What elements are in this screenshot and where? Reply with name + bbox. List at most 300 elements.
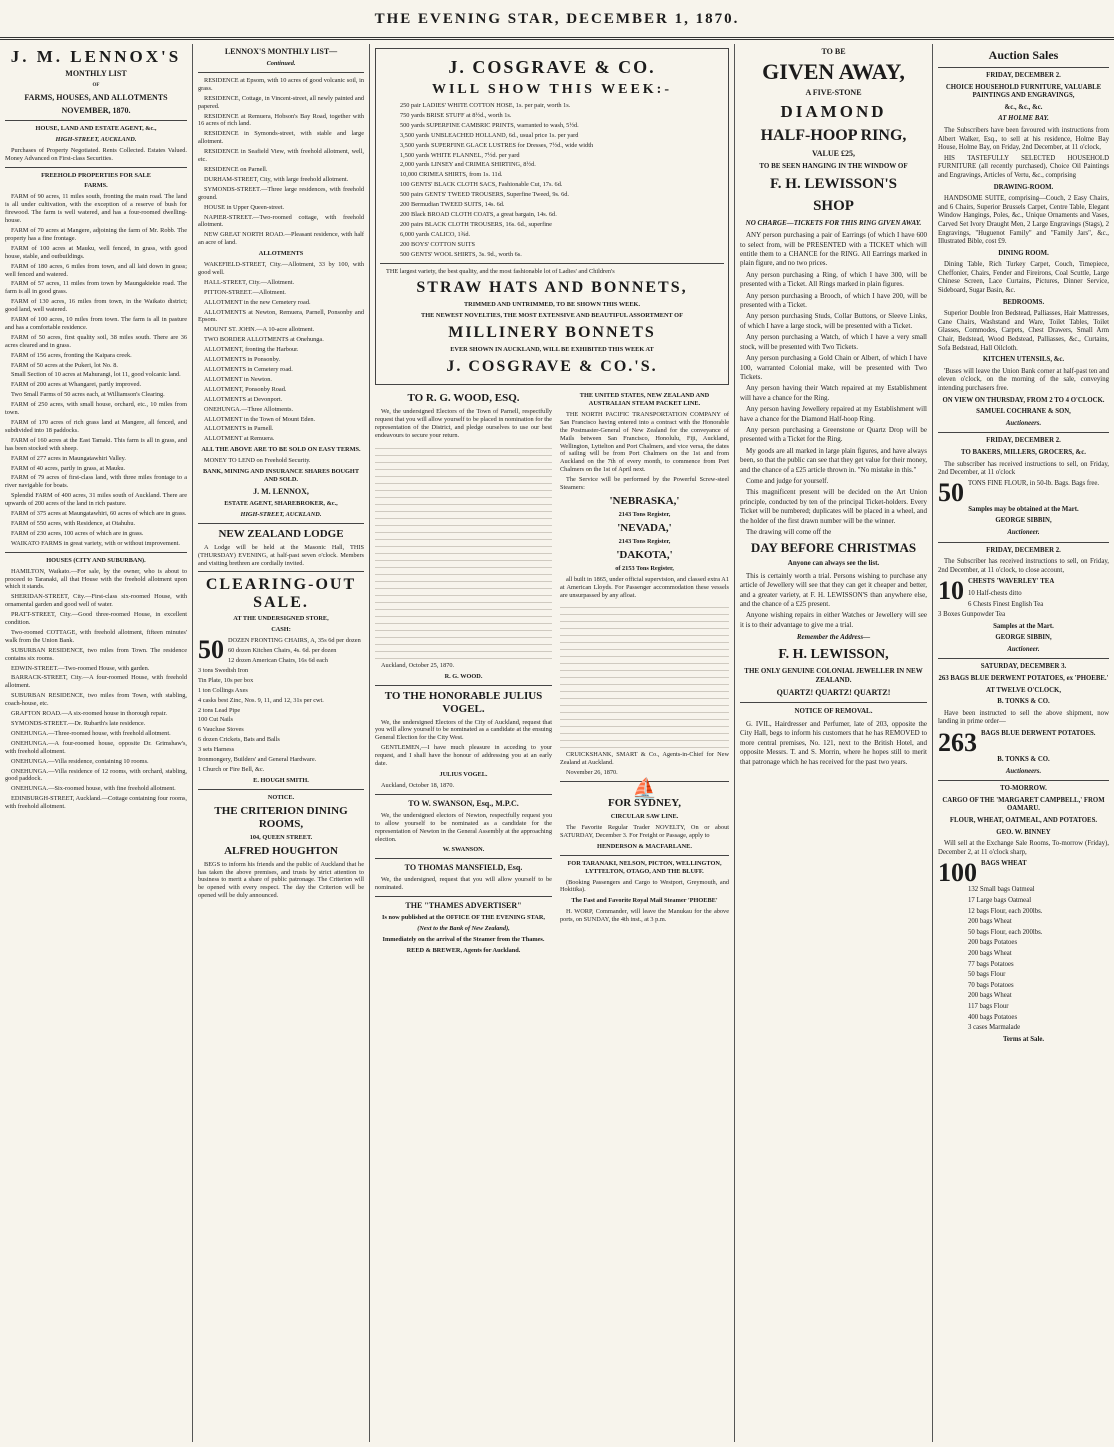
clearing-item: Ironmongery, Builders' and General Hardware. bbox=[198, 756, 317, 764]
cosgrave-item: 10,000 CRIMEA SHIRTS, from 1s. 11d. bbox=[400, 171, 503, 179]
tons-nevada: 2143 Tons Register, bbox=[618, 537, 671, 545]
samples-note: Samples may be obtained at the Mart. bbox=[968, 505, 1079, 513]
saturday-heading: SATURDAY, DECEMBER 3. bbox=[980, 663, 1067, 671]
divider bbox=[938, 67, 1109, 68]
house-entry: BARRACK-STREET, City.—A four-roomed House, with freehold allotment. bbox=[5, 674, 187, 690]
residence-entry: RESIDENCE on Parnell. bbox=[204, 165, 268, 173]
tomorrow-heading: TO-MORROW. bbox=[1000, 785, 1047, 793]
lennox2-sig-name: J. M. LENNOX, bbox=[253, 486, 309, 496]
allotment-entry: ALLOTMENT, fronting the Harbour. bbox=[204, 346, 299, 354]
house-entry: EDWIN-STREET.—Two-roomed House, with garden. bbox=[11, 664, 150, 672]
farm-entry: FARM of 100 acres at Mauku, well fenced, in grass, with good house, stable, and outbuildings. bbox=[5, 244, 187, 260]
clearing-item: 6 dozen Crickets, Bats and Balls bbox=[198, 736, 280, 744]
clearing-item: 3 sets Harness bbox=[198, 746, 235, 754]
value: VALUE £25, bbox=[812, 149, 855, 159]
auction-p8: The Subscriber has received instructions to sell, on Friday, 2nd December, at 11 o'clock, to close account, bbox=[938, 558, 1109, 574]
clearing-item: DOZEN FRONTING CHAIRS, A, 35s 6d per dozen bbox=[228, 637, 361, 645]
wheat-heading: BAGS WHEAT bbox=[981, 860, 1027, 868]
tobe: TO BE bbox=[821, 47, 846, 56]
residence-entry: RESIDENCE at Epsom, with 10 acres of good volcanic soil, in grass. bbox=[198, 76, 364, 92]
on-view: ON VIEW ON THURSDAY, FROM 2 TO 4 O'CLOCK. bbox=[942, 396, 1105, 404]
lewisson-paragraph: The drawing will come off the bbox=[746, 528, 832, 536]
sydney-body: The Favorite Regular Trader NOVELTY, On or about SATURDAY, December 3. For Freight or Passage, apply to bbox=[559, 823, 729, 839]
cosgrave-item: 3,500 yards SUPERFINE GLACE LUSTRES for Dresses, 7½d., wide width bbox=[400, 141, 594, 149]
clearing-item: 60 dozen Kitchen Chairs, 4s. 6d. per dozen bbox=[228, 647, 337, 655]
cosgrave-item: 100 GENTS' BLACK CLOTH SACS, Fashionable Cut, 17s. 6d. bbox=[400, 181, 563, 189]
house-entry: SUBURBAN RESIDENCE, two miles from Town, with stabling, coach-house, etc. bbox=[5, 692, 187, 708]
divider bbox=[938, 542, 1109, 543]
novelties: THE NEWEST NOVELTIES, THE MOST EXTENSIVE AND BEAUTIFUL ASSORTMENT OF bbox=[421, 312, 683, 320]
wheat-item: 200 bags Potatoes bbox=[968, 939, 1018, 947]
sydney-signature: HENDERSON & MACFARLANE. bbox=[597, 842, 692, 850]
lewisson-paragraph: This magnificent present will be decided on the Art Union principle, conducted by ten of the principal Ticket-holders. Every Ticket will be numbered; duplicates will be placed in a wheel, and the holder of the first drawn number will be the winner. bbox=[740, 488, 927, 525]
flourwheat-heading: FLOUR, WHEAT, OATMEAL, AND POTATOES. bbox=[949, 817, 1098, 824]
cochrane-role: Auctioneers. bbox=[1005, 419, 1042, 427]
wheat-item: 70 bags Potatoes bbox=[968, 981, 1014, 989]
cosgrave-ad bbox=[375, 48, 729, 385]
lodge-heading: NEW ZEALAND LODGE bbox=[218, 527, 344, 540]
residence-entry: SYMONDS-STREET.—Three large residences, with freehold ground. bbox=[198, 185, 364, 201]
residence-entry: DURHAM-STREET, City, with large freehold allotment. bbox=[204, 175, 349, 183]
taranaki-heading: FOR TARANAKI, NELSON, PICTON, WELLINGTON, LYTTELTON, OTAGO, AND THE BLUFF. bbox=[567, 859, 722, 875]
sibbin2-name: GEORGE SIBBIN, bbox=[995, 634, 1052, 642]
bedrooms: BEDROOMS. bbox=[1002, 298, 1045, 306]
wheat-item: 77 bags Potatoes bbox=[968, 960, 1014, 968]
cosgrave-item: 500 GENTS' WOOL SHIRTS, 3s. 9d., worth 6s. bbox=[400, 250, 522, 258]
lewisson-paragraph: Come and judge for yourself. bbox=[746, 476, 829, 485]
divider bbox=[198, 523, 364, 524]
trial-note: This is certainly worth a trial. Persons wishing to purchase any article of Jewellery will see that they can get it cheaper and better, and a greater variety, at F. H. LEWISSON'S than anywhere else, and the chance of a £25 present. bbox=[740, 571, 927, 609]
criterion-heading: THE CRITERION DINING ROOMS, bbox=[214, 804, 348, 830]
residence-entry: RESIDENCE in Symonds-street, with stable and large allotment. bbox=[198, 130, 364, 146]
divider bbox=[198, 571, 364, 572]
sydney-sub: CIRCULAR SAW LINE. bbox=[610, 813, 679, 821]
divider bbox=[375, 896, 552, 897]
vogel-body: We, the undersigned Electors of the City of Auckland, request that you will allow yourself to be nominated as a candidate at the ensuing General Election for the City West. bbox=[375, 718, 552, 742]
quartz: QUARTZ! QUARTZ! QUARTZ! bbox=[776, 688, 891, 698]
cosgrave-list bbox=[380, 102, 724, 259]
alfred-heading: ALFRED HOUGHTON bbox=[224, 844, 338, 857]
allotment-entry: PITTON-STREET.—Allotment. bbox=[204, 288, 286, 296]
lewisson-paragraph: My goods are all marked in large plain figures, and have always been, so that the public can see that they get value for their money, and the chance of a £25 article thrown in. "No mistake in this." bbox=[740, 446, 927, 474]
ship-icon: ⛵ bbox=[632, 778, 657, 801]
electors-names-block bbox=[375, 442, 552, 662]
clearing-item: 12 dozen American Chairs, 16s 6d each bbox=[228, 657, 328, 665]
lennox-subtitle: MONTHLY LIST bbox=[65, 69, 127, 78]
wheat-item: 50 bags Flour bbox=[968, 971, 1006, 979]
lewisson-paragraphs bbox=[740, 231, 927, 537]
cosgrave-item: 200 Bermudian TWEED SUITS, 14s. 6d. bbox=[400, 201, 505, 209]
allotment-entry: ALLOTMENT, Ponsonby Road. bbox=[204, 385, 287, 393]
vogel-reply: GENTLEMEN,—I have much pleasure in acceding to your request, and I shall have the honour of addressing you at an early date. bbox=[375, 744, 552, 768]
auction-p6: 'Buses will leave the Union Bank corner at half-past ten and eleven o'clock, on the morning of the sale, conveying intending purchasers free. bbox=[938, 367, 1109, 392]
allotment-entry: HALL-STREET, City.—Allotment. bbox=[204, 278, 295, 286]
lennox2-sig-line: ESTATE AGENT, SHAREBROKER, &c., bbox=[224, 499, 338, 507]
lennox-of: OF bbox=[92, 83, 100, 88]
lennox-heading: FARMS, HOUSES, AND ALLOTMENTS bbox=[24, 92, 168, 102]
wood-signature: R. G. WOOD. bbox=[444, 672, 483, 680]
cosgrave-item: 200 Black BROAD CLOTH COATS, a great bargain, 14s. 6d. bbox=[400, 210, 557, 218]
sibbin-name: GEORGE SIBBIN, bbox=[995, 517, 1052, 525]
lennox2-sig-street: HIGH-STREET, AUCKLAND. bbox=[240, 510, 322, 518]
wheat-number: 100 bbox=[938, 858, 977, 888]
column-lewisson bbox=[735, 44, 932, 1442]
hats-heading: STRAW HATS AND BONNETS, bbox=[416, 279, 688, 297]
farm-entry: FARM of 200 acres at Whangarei, partly improved. bbox=[11, 381, 142, 389]
wheat-item: 400 bags Potatoes bbox=[968, 1013, 1018, 1021]
shop-name: F. H. LEWISSON'S bbox=[770, 175, 897, 192]
twelve-oclock: AT TWELVE O'CLOCK, bbox=[985, 686, 1062, 694]
wood-date: Auckland, October 25, 1870. bbox=[381, 661, 455, 669]
drawing-room: DRAWING-ROOM. bbox=[993, 183, 1054, 191]
dining-room: DINING ROOM. bbox=[998, 249, 1049, 257]
tons-nebraska: 2143 Tons Register, bbox=[618, 511, 671, 518]
friday2-heading: FRIDAY, DECEMBER 2. bbox=[986, 437, 1061, 445]
houses-heading: HOUSES (CITY AND SUBURBAN). bbox=[46, 556, 146, 564]
lewisson-paragraph: Any person purchasing a Brooch, of which I have 200, will be presented with a Ticket. bbox=[740, 291, 927, 310]
swanson-heading: TO W. SWANSON, Esq., M.P.C. bbox=[408, 798, 519, 808]
diamond: DIAMOND bbox=[780, 102, 887, 122]
divider bbox=[5, 552, 187, 553]
farm-entry: FARM of 250 acres, with small house, orchard, etc., 10 miles from town. bbox=[5, 401, 187, 417]
wood-heading: TO R. G. WOOD, ESQ. bbox=[407, 392, 520, 405]
clearing-item: 3 tons Swedish Iron bbox=[198, 666, 249, 674]
cosgrave-item: 1,500 yards WHITE FLANNEL, 7½d. per yard bbox=[400, 151, 520, 159]
farm-entry: FARM of 90 acres, 11 miles south, fronting the main road. The land is all under cultivation, with the exception of a reserve of bush for firewood. The farm is well watered, and has a four-roomed dwelling-house. bbox=[5, 193, 187, 225]
friday-heading: FRIDAY, DECEMBER 2. bbox=[986, 72, 1061, 79]
farm-entry: FARM of 375 acres at Maungatawhiri, 60 acres of which are in grass. bbox=[11, 510, 187, 518]
farm-entry: FARM of 57 acres, 11 miles from town by Maungakiekie road. The farm is all in good grass. bbox=[5, 280, 187, 296]
residence-list bbox=[198, 77, 364, 247]
hats-intro: THE largest variety, the best quality, and the most fashionable lot of Ladies' and Children's bbox=[386, 267, 615, 275]
sibbin-role: Auctioneer. bbox=[1007, 528, 1040, 536]
clearing-signature: E. HOUGH SMITH. bbox=[253, 776, 309, 784]
auction-p10: Will sell at the Exchange Sale Rooms, To-morrow (Friday), December 2, at 11 o'clock sharp, bbox=[938, 840, 1109, 856]
house-entry: ONEHUNGA.—Six-roomed house, with fine freehold allotment. bbox=[11, 785, 176, 793]
residence-entry: RESIDENCE at Remuera, Hobson's Bay Road, together with 16 acres of rich land. bbox=[198, 112, 364, 128]
shop-label: SHOP bbox=[813, 197, 854, 214]
allotment-entry: ALLOTMENTS at Newton, Remuera, Parnell, Ponsonby and Epsom. bbox=[198, 308, 364, 324]
auction-p1: The Subscribers have been favoured with instructions from Albert Walker, Esq., to sell at his residence, Holme Bay House, Holme Bay, on Friday, 2nd December, at 11 o'clock, bbox=[938, 126, 1109, 152]
house-list bbox=[5, 568, 187, 811]
auction-p7: The subscriber has received instructions to sell, on Friday, 2nd December, at 11 o'clock bbox=[938, 460, 1109, 477]
tea-item: 10 Half-chests ditto bbox=[968, 589, 1022, 597]
house-entry: EDINBURGH-STREET, Auckland.—Cottage containing four rooms, with freehold allotment. bbox=[5, 795, 187, 811]
divider bbox=[198, 72, 364, 73]
column-lennox-list bbox=[0, 44, 192, 1442]
farm-entry: FARM of 50 acres at the Pukeri, lot No. 8. bbox=[11, 361, 118, 369]
allotments-heading: ALLOTMENTS bbox=[258, 250, 304, 258]
clearing-heading: CLEARING-OUT SALE. bbox=[205, 576, 357, 612]
divider bbox=[198, 789, 364, 790]
divider bbox=[560, 855, 729, 856]
cargo-heading: CARGO OF THE 'MARGARET CAMPBELL,' FROM OAMARU. bbox=[942, 796, 1105, 813]
day-before: DAY BEFORE CHRISTMAS bbox=[750, 540, 917, 556]
cosgrave-item: 3,500 yards UNBLEACHED HOLLAND, 6d., usual price 1s. per yard bbox=[400, 131, 579, 139]
shipping-column bbox=[560, 389, 729, 958]
column-cosgrave bbox=[370, 44, 734, 1442]
lewisson-paragraph: Any person purchasing a Greenstone or Quartz Drop will be presented with a Ticket for the Ring. bbox=[740, 425, 927, 444]
allotment-entry: ALLOTMENT at Remuera. bbox=[204, 435, 275, 443]
wheat-item: 200 bags Wheat bbox=[968, 992, 1012, 1000]
residence-entry: HOUSE in Upper Queen-street. bbox=[204, 203, 285, 211]
divider bbox=[375, 794, 552, 795]
lennox2-continued: Continued. bbox=[266, 60, 296, 67]
wheat-item: 12 bags Flour, each 200lbs. bbox=[968, 907, 1043, 915]
tonks-name: B. TONKS & CO. bbox=[997, 698, 1050, 706]
tons-dakota: of 2153 Tons Register, bbox=[615, 564, 674, 572]
choice-heading: CHOICE HOUSEHOLD FURNITURE, VALUABLE PAINTINGS AND ENGRAVINGS, bbox=[945, 83, 1102, 100]
clearing-item: 1 Church or Fire Bell, &c. bbox=[198, 766, 265, 773]
wheat-item: 3 cases Marmalade bbox=[968, 1024, 1021, 1032]
allotment-entry: ALLOTMENT in Newton. bbox=[204, 375, 272, 383]
divider bbox=[938, 658, 1109, 659]
ship-dakota: 'DAKOTA,' bbox=[616, 548, 673, 561]
residence-entry: NAPIER-STREET.—Two-roomed cottage, with freehold allotment. bbox=[198, 213, 364, 229]
electors-column bbox=[375, 389, 552, 958]
house-entry: ONEHUNGA.—Three-roomed house, with freehold allotment. bbox=[11, 729, 171, 737]
farm-entry: FARM of 550 acres, with Residence, at Otahuhu. bbox=[11, 519, 136, 527]
clearing-item: 6 Vaucluse Stoves bbox=[198, 726, 244, 734]
allotment-entry: ALLOTMENTS in Cemetery road. bbox=[204, 366, 293, 373]
wheat-item: 17 Large bags Oatmeal bbox=[968, 896, 1032, 904]
lewisson-paragraph: Any person having Jewellery repaired at my Establishment will have a chance for the Diamond Half-hoop Ring. bbox=[740, 405, 927, 423]
farm-entry: Splendid FARM of 400 acres, 31 miles south of Auckland. There are upwards of 200 acres of the land in rich pasture. bbox=[5, 492, 187, 508]
house-entry: GRAFTON ROAD.—A six-roomed house in thorough repair. bbox=[11, 710, 167, 718]
column-lennox-continued bbox=[193, 44, 369, 1442]
tea-number: 10 bbox=[938, 576, 964, 606]
anyone-note: Anyone can always see the list. bbox=[787, 559, 880, 568]
allotment-entry: TWO BORDER ALLOTMENTS at Onehunga. bbox=[204, 336, 324, 344]
seen-note: TO BE SEEN HANGING IN THE WINDOW OF bbox=[759, 162, 908, 171]
mansfield-heading: TO THOMAS MANSFIELD, Esq. bbox=[404, 863, 523, 873]
bags-line: BAGS BLUE DERWENT POTATOES. bbox=[981, 730, 1096, 738]
remember-address: Remember the Address— bbox=[796, 633, 871, 642]
allotment-list bbox=[198, 261, 364, 443]
house-entry: SYMONDS-STREET.—Dr. Rubarth's late residence. bbox=[11, 720, 146, 727]
auction-p4: Dining Table, Rich Turkey Carpet, Couch, Timepiece, Cheffonier, Chairs, Fender and Fireirons, Coal Scuttle, Large Chinese Screen, Lace Curtains, Pictures, Dinner Service, Sideboard, Sugar Basin, &c. bbox=[938, 261, 1109, 295]
phoebe-heading: The Fast and Favorite Royal Mail Steamer 'PHOEBE' bbox=[571, 897, 718, 905]
wood-body: We, the undersigned Electors of the Town of Parnell, respectfully request that you will allow yourself to be placed in nomination for the representation of the District, and pledge ourselves to use our best endeavours to secure your return. bbox=[375, 408, 552, 439]
divider bbox=[5, 167, 187, 168]
removal-heading: NOTICE OF REMOVAL. bbox=[794, 707, 873, 716]
newspaper-title: THE EVENING STAR, DECEMBER 1, 1870. bbox=[374, 11, 740, 27]
wheat-item: 200 bags Wheat bbox=[968, 918, 1012, 926]
wheat-item: 50 bags Flour, each 200lbs. bbox=[968, 928, 1043, 936]
clearing-item: Tin Plate, 10s per box bbox=[198, 676, 254, 684]
thames-address: (Next to the Bank of New Zealand), bbox=[417, 925, 510, 933]
cosgrave-signature: J. COSGRAVE & CO.'S. bbox=[446, 358, 658, 376]
no-charge: NO CHARGE—TICKETS FOR THIS RING GIVEN AWAY. bbox=[745, 218, 922, 227]
residence-entry: NEW GREAT NORTH ROAD.—Pleasant residence, with half an acre of land. bbox=[198, 231, 364, 247]
farm-entry: WAIKATO FARMS in great variety, with or without improvement. bbox=[11, 539, 181, 547]
farms-heading: FARMS. bbox=[84, 182, 108, 190]
criterion-address: 104, QUEEN STREET. bbox=[249, 833, 313, 841]
divider bbox=[938, 780, 1109, 781]
thames-tail: Immediately on the arrival of the Steamer from the Thames. bbox=[382, 935, 545, 943]
clearing-number: 50 bbox=[198, 635, 224, 665]
allotment-entry: ALLOTMENT in the Town of Mount Eden. bbox=[204, 415, 316, 423]
cosgrave-item: 200 pairs BLACK CLOTH TROUSERS, 16s. 6d., superfine bbox=[400, 220, 552, 228]
cosgrave-item: 250 pair LADIES' WHITE COTTON HOSE, 1s. per pair, worth 1s. bbox=[400, 102, 571, 109]
cochrane: SAMUEL COCHRANE & SON, bbox=[976, 408, 1071, 416]
clearing-sub: AT THE UNDERSIGNED STORE, bbox=[233, 615, 329, 623]
auction-p9: Have been instructed to sell the above shipment, now landing in prime order— bbox=[938, 709, 1109, 726]
hats-sub: TRIMMED AND UNTRIMMED, TO BE SHOWN THIS WEEK. bbox=[463, 301, 641, 309]
tea-item: 6 Chests Finest English Tea bbox=[968, 600, 1044, 608]
bank-note: BANK, MINING AND INSURANCE SHARES BOUGHT AND SOLD. bbox=[202, 468, 360, 483]
lewisson-paragraph: Any person purchasing Studs, Collar Buttons, or Sleeve Links, of which I have a large stock, will be presented with a Ticket. bbox=[740, 312, 927, 330]
tea-heading: CHESTS 'WAVERLEY' TEA bbox=[968, 578, 1055, 586]
binney-name: GEO. W. BINNEY bbox=[996, 828, 1051, 836]
freehold-heading: FREEHOLD PROPERTIES FOR SALE bbox=[41, 171, 151, 179]
lennox-agent: HOUSE, LAND AND ESTATE AGENT, &c., bbox=[35, 124, 157, 132]
cosgrave-sub: WILL SHOW THIS WEEK:- bbox=[431, 82, 672, 97]
tonks2-name: B. TONKS & CO. bbox=[997, 756, 1050, 764]
vogel-date: Auckland, October 18, 1870. bbox=[381, 781, 455, 789]
farm-entry: FARM of 40 acres, partly in grass, at Mauku. bbox=[11, 464, 126, 472]
farm-entry: FARM of 156 acres, fronting the Kaipara creek. bbox=[11, 351, 132, 359]
phoebe-body: H. WORP, Commander, will leave the Manukau for the above ports, on SUNDAY, the 4th inst., at 3 p.m. bbox=[559, 908, 729, 924]
cosgrave-item: 200 BOYS' COTTON SUITS bbox=[400, 240, 476, 248]
wheat-item: 117 bags Flour bbox=[968, 1002, 1009, 1010]
alfred-body: BEGS to inform his friends and the public of Auckland that he has taken the above premises, and trusts by strict attention to business to merit a share of public patronage. The Criterion will be opened with every respect. The day the Criterion will be opened will be duly announced. bbox=[198, 860, 364, 900]
divider bbox=[375, 858, 552, 859]
house-entry: ONEHUNGA.—Villa residence of 12 rooms, with orchard, stabling, good paddock. bbox=[5, 767, 187, 783]
kitchen: KITCHEN UTENSILS, &c. bbox=[982, 356, 1065, 364]
house-entry: Two-roomed COTTAGE, with freehold allotment, fifteen minutes' walk from the Union Bank. bbox=[5, 628, 187, 644]
money-note: MONEY TO LEND on Freehold Security. bbox=[204, 457, 311, 465]
repair-note: Anyone wishing repairs in either Watches or Jewellery will see it is to their advantage to give me a trial. bbox=[740, 611, 927, 629]
mansfield-body: We, the undersigned, request that you will allow yourself to be nominated. bbox=[375, 876, 552, 892]
masthead bbox=[0, 0, 1114, 40]
line-date: November 26, 1870. bbox=[565, 769, 618, 777]
cosgrave-item: 750 yards BRISE STUFF at 8½d., worth 1s. bbox=[400, 111, 512, 119]
divider bbox=[938, 432, 1109, 433]
thames-heading: THE "THAMES ADVERTISER" bbox=[405, 901, 522, 911]
potatoes-heading: 263 BAGS BLUE DERWENT POTATOES, ex 'PHOEBE.' bbox=[938, 675, 1109, 683]
terms-note: Terms at Sale. bbox=[1002, 1035, 1045, 1043]
allotment-entry: MOUNT ST. JOHN.—A 10-acre allotment. bbox=[204, 326, 315, 334]
clearing-item: 4 casks best Zinc, Nos. 9, 11, and 12, 31s per cwt. bbox=[198, 696, 324, 704]
lodge-body: A Lodge will be held at the Masonic Hall, THIS (THURSDAY) EVENING, at half-past seven o'clock. Members and visiting brethren are cordially invited. bbox=[198, 543, 364, 567]
samples2-note: Samples at the Mart. bbox=[993, 622, 1054, 630]
divider bbox=[375, 685, 552, 686]
cosgrave-title: J. COSGRAVE & CO. bbox=[448, 57, 656, 77]
auction-title: Auction Sales bbox=[988, 48, 1059, 62]
residence-entry: RESIDENCE, Cottage, in Vincent-street, all newly painted and papered. bbox=[198, 94, 364, 110]
five-stone: A FIVE-STONE bbox=[805, 88, 862, 98]
lennox-title: J. M. LENNOX'S bbox=[10, 47, 182, 66]
house-entry: SHERIDAN-STREET, City.—First-class six-roomed House, with ornamental garden and good well of water. bbox=[5, 593, 187, 609]
wheat-list bbox=[938, 886, 1109, 1032]
farm-entry: FARM of 50 acres, first quality soil, 38 miles south. There are 36 acres cleared and in grass. bbox=[5, 333, 187, 349]
flour-line: TONS FINE FLOUR, in 50-lb. Bags. Bags free. bbox=[968, 479, 1100, 487]
sibbin2-role: Auctioneer. bbox=[1007, 645, 1040, 653]
farm-entry: Two Small Farms of 50 acres each, at Williamson's Clearing. bbox=[11, 391, 165, 399]
vogel-heading: TO THE HONORABLE JULIUS VOGEL. bbox=[384, 689, 543, 715]
divider bbox=[740, 702, 927, 703]
cosgrave-item: 500 yards SUPERFINE CAMBRIC PRINTS, warranted to wash, 5½d. bbox=[400, 121, 579, 129]
farm-entry: FARM of 100 acres, 10 miles from town. The farm is all in pasture and has a comfortable residence. bbox=[5, 316, 187, 331]
line-heading: THE UNITED STATES, NEW ZEALAND AND AUSTRALIAN STEAM PACKET LINE. bbox=[579, 392, 710, 408]
house-entry: HAMILTON, Waikato.—For sale, by the owner, who is about to proceed to Taranaki, all that House with the freehold allotment upon which it stands. bbox=[5, 567, 187, 591]
house-entry: ONEHUNGA.—A four-roomed house, opposite Dr. Grimshaw's, with freehold allotment. bbox=[5, 739, 187, 755]
thames-body: Is now published at the OFFICE OF THE EVENING STAR, bbox=[382, 914, 545, 922]
ship-nevada: 'NEVADA,' bbox=[617, 521, 672, 534]
clearing-item: 1 ton Collings Axes bbox=[198, 686, 248, 694]
divider bbox=[5, 120, 187, 121]
line-body: THE NORTH PACIFIC TRANSPORTATION COMPANY of San Francisco having entered into a contract with the Honorable the Postmaster-General of New Zealand for the conveyance of Mails between San Francisco, Honolulu, Fiji, Auckland, Wellington, Lyttelton and Port Chalmers, and vice versa, the dates of sailing will be from Port Chalmers on the 1st and from Auckland on the 7th of every month, to commence from Port Chalmers on the 1st of April next. bbox=[559, 410, 729, 474]
sydney-heading: FOR SYDNEY, bbox=[608, 797, 681, 810]
farm-list bbox=[5, 193, 187, 547]
wheat-item: 200 bags Wheat bbox=[968, 949, 1012, 957]
lewisson-paragraph: Any person having their Watch repaired at my Establishment will have a chance for the Ring. bbox=[740, 384, 927, 402]
allotment-entry: ONEHUNGA.—Three Allotments. bbox=[204, 405, 294, 413]
swanson-body: We, the undersigned electors of Newton, respectfully request you to allow yourself to be nominated as a candidate for the representation of Newton in the General Assembly at the approaching election. bbox=[375, 811, 552, 843]
holme-bay: AT HOLME BAY. bbox=[998, 115, 1049, 123]
vogel-signature: JULIUS VOGEL. bbox=[439, 771, 488, 778]
divider bbox=[380, 263, 724, 264]
farm-entry: FARM of 230 acres, 100 acres of which are in grass. bbox=[11, 529, 144, 537]
lewisson-paragraph: Any person purchasing a Gold Chain or Albert, of which I have 100, warranted Colonial make, will be presented with Two Tickets. bbox=[740, 354, 927, 381]
house-entry: PRATT-STREET, City.—Good three-roomed House, in excellent condition. bbox=[5, 611, 187, 627]
auction-p3: HANDSOME SUITE, comprising—Couch, 2 Easy Chairs, and 6 Chairs, Superior Brussels Carpet, Centre Table, Elegant Window Hangings, Poles, &c., Unique Ornaments and Vases, Carved Set Ivory Draught Men, 2 Large Engravings (Stags), 2 Engravings, "Huguenot Family" and "Family Jars", &c., Illustrated Bible, cost £9. bbox=[938, 195, 1109, 246]
lewisson-name: F. H. LEWISSON, bbox=[778, 646, 889, 662]
allotment-entry: ALLOTMENT in the new Cemetery road. bbox=[204, 298, 311, 306]
millinery-sub: EVER SHOWN IN AUCKLAND, WILL BE EXHIBITED THIS WEEK AT bbox=[450, 346, 654, 354]
line-detail: all built in 1865, under official supervision, and classed extra A1 at American Lloyds. For Passenger accommodation these vessels are unsurpassed by any afloat. bbox=[559, 575, 729, 599]
farm-entry: FARM of 79 acres of first-class land, with three miles frontage to a river navigable for boats. bbox=[5, 474, 187, 490]
line-service: The Service will be performed by the Powerful Screw-steel Steamers: bbox=[559, 476, 729, 492]
clearing-cash: CASH: bbox=[271, 626, 291, 634]
allotment-entry: ALLOTMENTS in Ponsonby. bbox=[204, 356, 281, 364]
lewisson-paragraph: Any person purchasing a Ring, of which I have 300, will be presented with a Ticket. All Rings marked in plain figures. bbox=[740, 270, 927, 289]
tea-item: 3 Boxes Gunpowder Tea bbox=[938, 611, 1006, 619]
friday3-heading: FRIDAY, DECEMBER 2. bbox=[986, 546, 1061, 554]
flour-number: 50 bbox=[938, 477, 964, 507]
ship-nebraska: 'NEBRASKA,' bbox=[609, 495, 680, 507]
etc-line: &c., &c., &c. bbox=[1004, 103, 1043, 111]
residence-entry: RESIDENCE in Seafield View, with freehold allotment, well, etc. bbox=[198, 148, 364, 164]
swanson-signature: W. SWANSON. bbox=[442, 846, 485, 854]
thames-signature: REED & BREWER, Agents for Auckland. bbox=[406, 946, 521, 954]
farm-entry: FARM of 160 acres at the East Tamaki. This farm is all in grass, and has been stocked with sheep. bbox=[5, 436, 187, 452]
farm-entry: Small Section of 10 acres at Mahurangi, lot 11, good volcanic land. bbox=[11, 371, 181, 379]
allotment-entry: WAKEFIELD-STREET, City.—Allotment, 33 by 100, with good well. bbox=[198, 261, 364, 276]
house-entry: SUBURBAN RESIDENCE, two miles from Town. The residence contains six rooms. bbox=[5, 646, 187, 662]
cosgrave-item: 2,000 yards LINSEY and CRIMEA SHIRTING, 8½d. bbox=[400, 161, 536, 169]
house-entry: ONEHUNGA.—Villa residence, containing 10 rooms. bbox=[11, 757, 149, 765]
half-hoop: HALF-HOOP RING, bbox=[760, 127, 907, 145]
lennox-intro: Purchases of Property Negotiated. Rents Collected. Estates Valued. Money Advanced on First-class Securities. bbox=[5, 146, 187, 162]
above-note: ALL THE ABOVE ARE TO BE SOLD ON EASY TERMS. bbox=[201, 446, 361, 454]
lower-columns bbox=[375, 389, 729, 958]
cosgrave-item: 6,000 yards CALICO, 1¾d. bbox=[400, 230, 471, 238]
lennox-street: HIGH-STREET, AUCKLAND. bbox=[55, 135, 137, 143]
clearing-item: 2 tons Lead Pipe bbox=[198, 706, 241, 714]
lewisson-paragraph: ANY person purchasing a pair of Earrings (of which I have 600 to select from, will be PRESENTED with a TICKET which will entitle them to a CHANCE for the RING. All Earrings marked in plain figure, and no two prices. bbox=[740, 231, 927, 268]
allotment-entry: ALLOTMENTS at Devonport. bbox=[204, 395, 283, 403]
tonks2-role: Auctioneers. bbox=[1005, 767, 1042, 775]
bakers-heading: TO BAKERS, MILLERS, GROCERS, &c. bbox=[961, 448, 1086, 456]
lennox-date: NOVEMBER, 1870. bbox=[61, 105, 131, 115]
auction-p5: Superior Double Iron Bedstead, Palliasses, Hair Mattresses, Cane Chairs, Washstand and Ware, Toilet Tables, Toilet Glasses, Commodes, Carpets, Chest Drawers, Small Arm Chair, Bedstead, Wood Bedstead, Palliasses, &c., Curtains, Sofa Bedstead, Hall Oilcloth. bbox=[938, 310, 1109, 352]
auction-p2: HIS TASTEFULLY SELECTED HOUSEHOLD FURNITURE (all recently purchased), Choice Oil Paintings and Engravings, Articles of Vertu, &c., comprising bbox=[938, 154, 1109, 179]
line-text-block bbox=[560, 601, 729, 751]
given-away: GIVEN AWAY, bbox=[762, 59, 905, 85]
clearing-item: 100 Cut Nails bbox=[198, 716, 233, 724]
